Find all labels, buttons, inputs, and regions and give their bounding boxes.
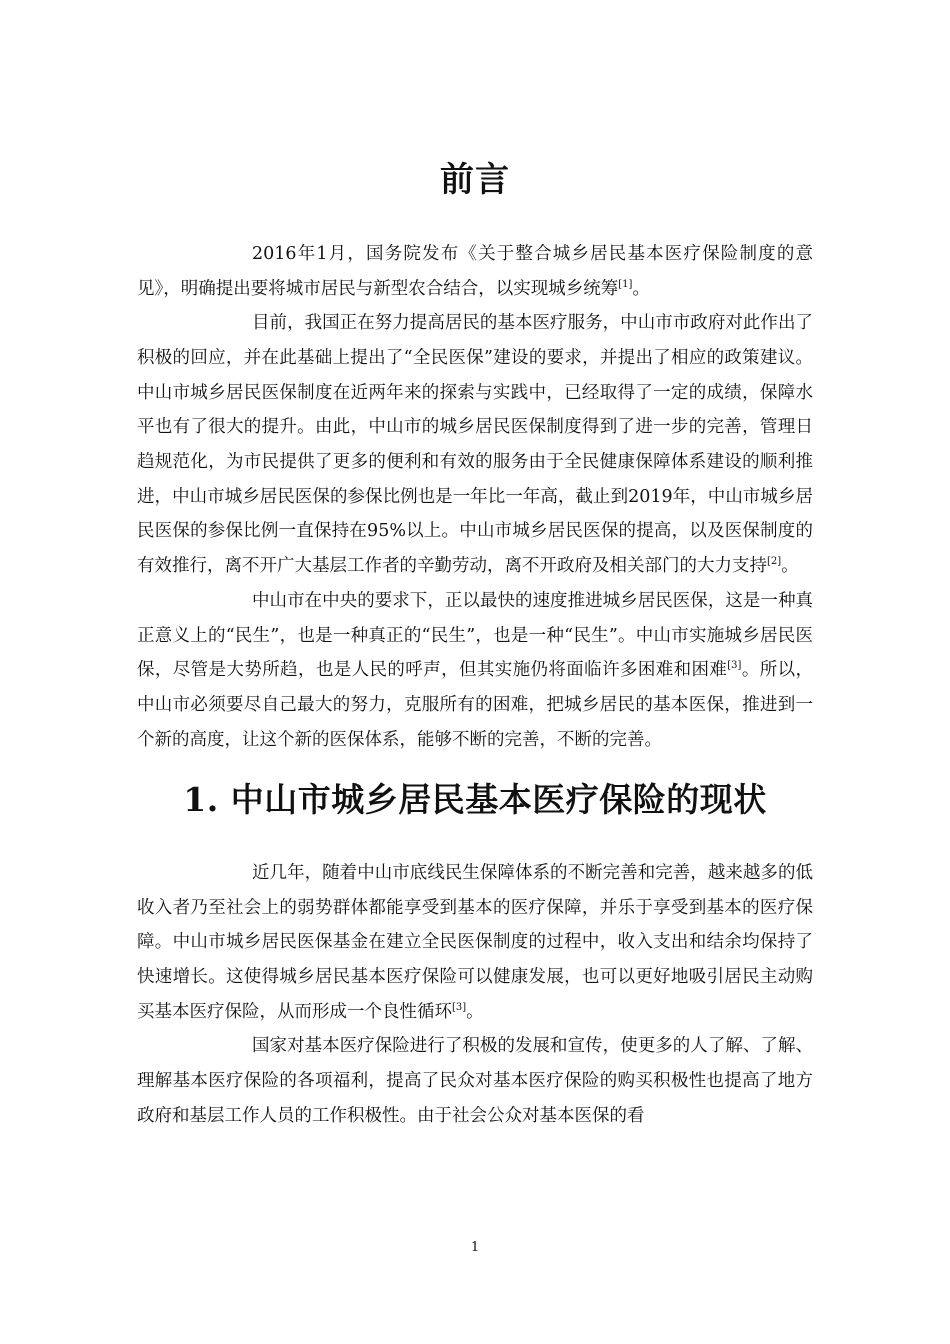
citation-ref: [3] bbox=[452, 1001, 467, 1013]
paragraph-text: 国家对基本医疗保险进行了积极的发展和宣传，使更多的人了解、了解、理解基本医疗保险的各项福利，提高了民众对基本医疗保险的购买积极性也提高了地方政府和基层工作人员的工作积极性。由于社会公众对基本医保的看 bbox=[137, 1036, 813, 1126]
page-number: 1 bbox=[470, 1240, 480, 1255]
paragraph-text: 2016年1月，国务院发布《关于整合城乡居民基本医疗保险制度的意见》，明确提出要将城市居民与新型农合结合，以实现城乡统筹 bbox=[137, 243, 813, 299]
paragraph-tail: 。 bbox=[781, 556, 799, 577]
preface-paragraph-3 bbox=[137, 584, 813, 758]
preface-paragraph-2 bbox=[137, 306, 813, 584]
paragraph-text: 近几年，随着中山市底线民生保障体系的不断完善和完善，越来越多的低收入者乃至社会上的弱势群体都能享受到基本的医疗保障，并乐于享受到基本的医疗保障。中山市城乡居民医保基金在建立全民医保制度的过程中，收入支出和结余均保持了快速增长。这使得城乡居民基本医疗保险可以健康发展，也可以更好地吸引居民主动购买基本医疗保险，从而形成一个良性循环 bbox=[137, 862, 813, 1022]
citation-ref: [3] bbox=[727, 660, 742, 672]
section-paragraph-2 bbox=[137, 1029, 813, 1133]
paragraph-tail: 。所以，中山市必须要尽自己最大的努力，克服所有的困难，把城乡居民的基本医保，推进到一个新的高度，让这个新的医保体系，能够不断的完善，不断的完善。 bbox=[137, 660, 814, 750]
page-content bbox=[137, 160, 813, 1134]
citation-ref: [1] bbox=[618, 278, 633, 290]
paragraph-tail: 。 bbox=[632, 278, 650, 299]
section-paragraph-1 bbox=[137, 856, 813, 1030]
paragraph-text: 中山市在中央的要求下，正以最快的速度推进城乡居民医保，这是一种真正意义上的“民生”，也是一种真正的“民生”，也是一种“民生”。中山市实施城乡居民医保，尽管是大势所趋，也是人民的呼声，但其实施仍将面临许多困难和困难 bbox=[137, 590, 813, 681]
citation-ref: [2] bbox=[767, 556, 782, 568]
preface-paragraph-1 bbox=[137, 237, 813, 306]
page-title: 前言 bbox=[440, 160, 510, 200]
section-heading: 1. 中山市城乡居民基本医疗保险的现状 bbox=[183, 780, 767, 820]
paragraph-text: 目前，我国正在努力提高居民的基本医疗服务，中山市市政府对此作出了积极的回应，并在此基础上提出了“全民医保”建设的要求，并提出了相应的政策建议。中山市城乡居民医保制度在近两年来的探索与实践中，已经取得了一定的成绩，保障水平也有了很大的提升。由此，中山市的城乡居民医保制度得到了进一步的完善，管理日趋规范化，为市民提供了更多的便利和有效的服务由于全民健康保障体系建设的顺利推进，中山市城乡居民医保的参保比例也是一年比一年高，截止到2019年，中山市城乡居民医保的参保比例一直保持在95%以上。中山市城乡居民医保的提高，以及医保制度的有效推行，离不开广大基层工作者的辛勤劳动，离不开政府及相关部门的大力支持 bbox=[137, 313, 813, 577]
paragraph-tail: 。 bbox=[466, 1001, 484, 1022]
